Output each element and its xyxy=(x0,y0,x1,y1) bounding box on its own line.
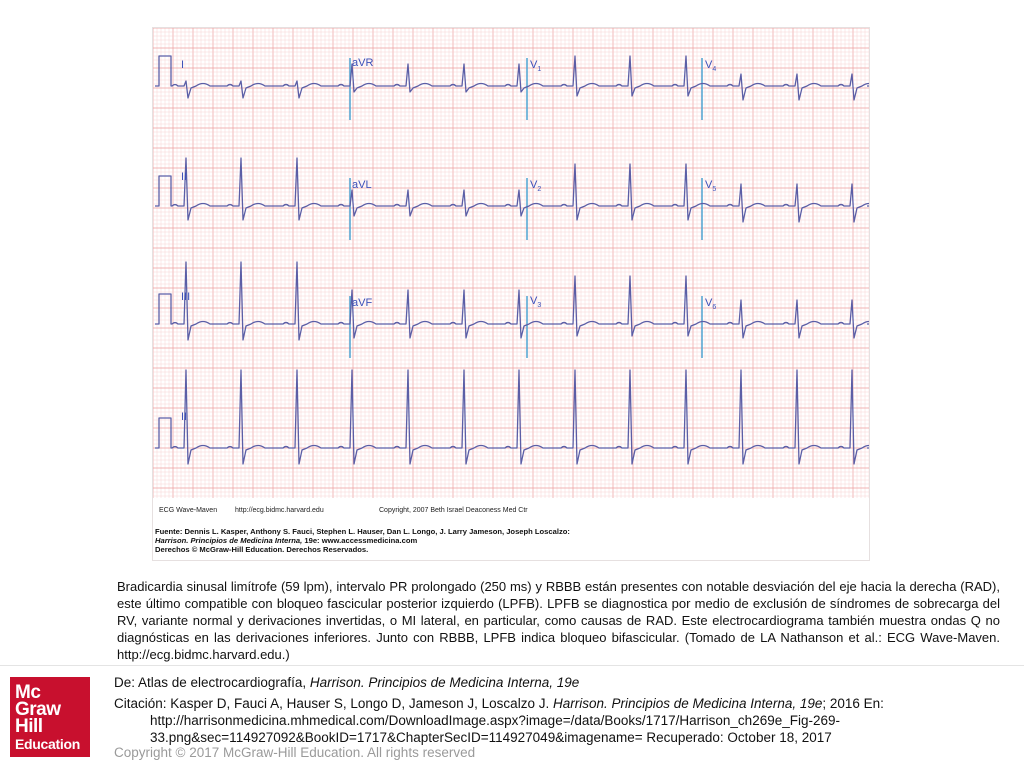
strip-footer xyxy=(159,507,528,514)
lead-label-v1: $V_1$ xyxy=(530,59,542,73)
citation-url-line-1[interactable]: http://harrisonmedicina.mhmedical.com/DownloadImage.aspx?image=/data/Books/1717/Harrison_ch269e_Fig-269- xyxy=(150,713,841,728)
lead-label-v3: $V_3$ xyxy=(530,295,542,309)
lead-label-iii: III xyxy=(181,291,191,303)
ecg-figure xyxy=(153,28,869,560)
lead-label-ii: II xyxy=(181,171,188,183)
ecg-trace-row xyxy=(155,56,869,100)
lead-label-v5: $V_5$ xyxy=(705,179,717,193)
lead-label-avr: aVR xyxy=(352,57,374,69)
strip-footer-left: ECG Wave-Maven xyxy=(159,507,218,514)
strip-footer-center: http://ecg.bidmc.harvard.edu xyxy=(235,507,324,514)
lead-label-ii-rhythm: II xyxy=(181,411,188,423)
lead-label-v4: $V_4$ xyxy=(705,59,717,73)
citation-from: De: Atlas de electrocardiografía, Harrison. Principios de Medicina Interna, 19e xyxy=(114,675,580,690)
lead-label-i: I xyxy=(181,59,185,71)
source-line-2: Harrison. Principios de Medicina Interna, 19e: www.accessmedicina.com xyxy=(155,536,418,545)
lead-label-avl: aVL xyxy=(352,179,372,191)
figure-description: Bradicardia sinusal limítrofe (59 lpm), intervalo PR prolongado (250 ms) y RBBB están presentes con notable desviación del eje hacia la derecha (RAD), este último compatible con bloqueo fascicular posterior izquierdo (LPFB). LPFB se diagnostica por medio de exclusión de síndromes de sobrecarga del RV, variante normal y derivaciones invertidas, o MI lateral, en particular, como causas de RAD. Este electrocardiograma también muestra ondas Q no diagnósticas en las derivaciones inferiores. Junto con RBBB, LPFB indica bloqueo bifascicular. (Tomado de LA Nathanson et al.: ECG Wave-Maven. http://ecg.bidmc.harvard.edu.) xyxy=(117,579,1000,662)
lead-label-v6: $V_6$ xyxy=(705,297,717,311)
source-line-3: Derechos © McGraw-Hill Education. Derechos Reservados. xyxy=(155,545,369,554)
ecg-grid xyxy=(153,28,869,498)
source-credit xyxy=(153,524,869,560)
ecg-trace-row xyxy=(155,158,869,222)
lead-label-v2: $V_2$ xyxy=(530,179,542,193)
source-line-1: Fuente: Dennis L. Kasper, Anthony S. Fauci, Stephen L. Hauser, Dan L. Longo, J. Larry Jameson, Joseph Loscalzo: xyxy=(155,527,570,536)
lead-label-avf: aVF xyxy=(352,297,373,309)
strip-footer-right: Copyright, 2007 Beth Israel Deaconess Med Ctr xyxy=(379,507,528,514)
ecg-strip xyxy=(153,28,869,524)
copyright-notice: Copyright © 2017 McGraw-Hill Education. All rights reserved xyxy=(114,745,476,760)
citation-url-line-2[interactable]: 33.png&sec=114927092&BookID=1717&ChapterSecID=114927049&imagename= Recuperado: October 18, 2017 xyxy=(150,730,832,745)
citation-block: Citación: Kasper D, Fauci A, Hauser S, Longo D, Jameson J, Loscalzo J. Harrison. Principios de Medicina Interna, 19e; 2016 En: http://harrisonmedicina.mhmedical.com/DownloadImage.aspx?image=/data/Books/1717/Harrison_ch269e_Fig-269- 33.png&sec=114927092&BookID=1717&ChapterSecID=114927049&imagename= Recuperado: October 18, 2017 xyxy=(114,695,1014,746)
mcgraw-hill-logo: Mc Graw Hill Education xyxy=(10,677,90,757)
